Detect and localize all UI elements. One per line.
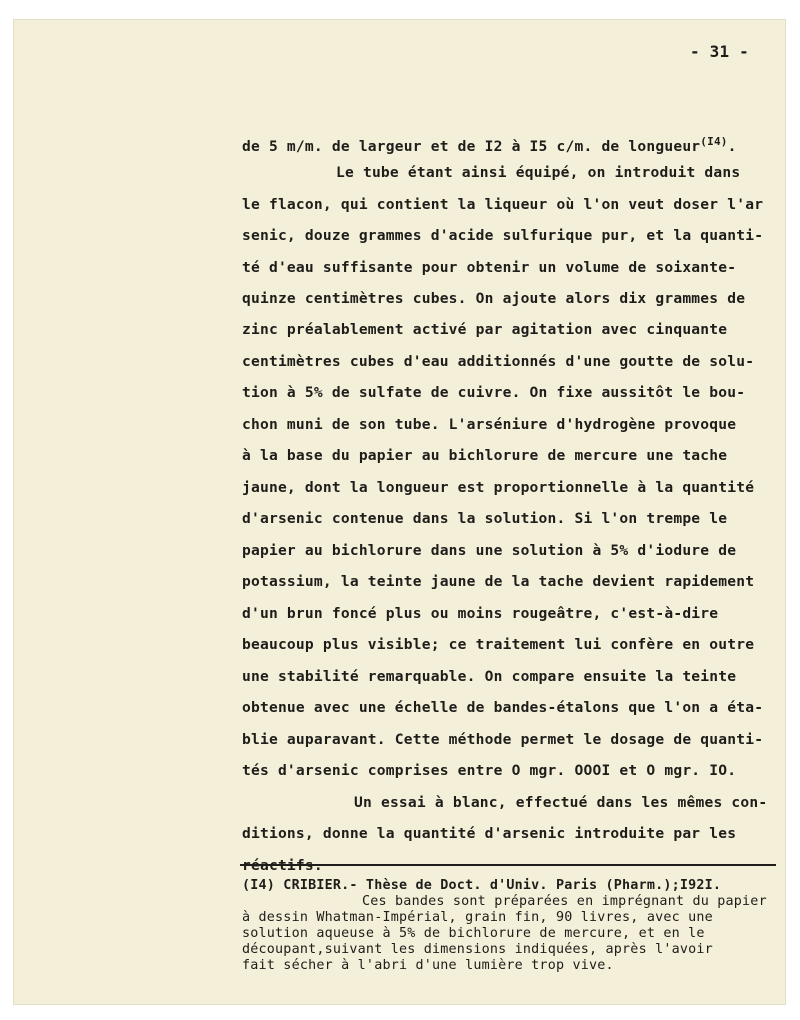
body-line: beaucoup plus visible; ce traitement lui confère en outre: [242, 636, 755, 653]
body-line: té d'eau suffisante pour obtenir un volume de soixante-: [242, 259, 737, 276]
body-line: ditions, donne la quantité d'arsenic introduite par les: [242, 825, 737, 842]
footnote-line: à dessin Whatman-Impérial, grain fin, 90 livres, avec une: [242, 910, 713, 925]
page-number: - 31 -: [690, 42, 749, 61]
body-line: d'un brun foncé plus ou moins rougeâtre, c'est-à-dire: [242, 605, 719, 622]
footnote-line: fait sécher à l'abri d'une lumière trop vive.: [242, 958, 614, 973]
body-line: à la base du papier au bichlorure de mercure une tache: [242, 447, 728, 464]
body-line: une stabilité remarquable. On compare ensuite la teinte: [242, 668, 737, 685]
body-line: obtenue avec une échelle de bandes-étalons que l'on a éta-: [242, 699, 764, 716]
body-line-text: de 5 m/m. de largeur et de I2 à I5 c/m. de longueur: [242, 138, 701, 155]
footnote-line: (I4) CRIBIER.- Thèse de Doct. d'Univ. Paris (Pharm.);I92I.: [242, 878, 722, 893]
body-line: senic, douze grammes d'acide sulfurique pur, et la quanti-: [242, 227, 764, 244]
footnote-divider: [240, 864, 776, 866]
footnote-line: Ces bandes sont préparées en imprégnant du papier: [362, 894, 767, 909]
body-line: papier au bichlorure dans une solution à 5% d'iodure de: [242, 542, 737, 559]
body-line: d'arsenic contenue dans la solution. Si l'on trempe le: [242, 510, 728, 527]
body-line: Le tube étant ainsi équipé, on introduit dans: [336, 164, 741, 181]
body-line: Un essai à blanc, effectué dans les mêmes con-: [354, 794, 768, 811]
footnote-line: solution aqueuse à 5% de bichlorure de mercure, et en le: [242, 926, 705, 941]
body-line: le flacon, qui contient la liqueur où l'on veut doser l'ar: [242, 196, 764, 213]
body-line: tés d'arsenic comprises entre O mgr. OOOI et O mgr. IO.: [242, 762, 737, 779]
body-line: zinc préalablement activé par agitation avec cinquante: [242, 321, 728, 338]
body-line: chon muni de son tube. L'arséniure d'hydrogène provoque: [242, 416, 737, 433]
footnote-line: découpant,suivant les dimensions indiquées, après l'avoir: [242, 942, 713, 957]
body-line: potassium, la teinte jaune de la tache devient rapidement: [242, 573, 755, 590]
body-line: jaune, dont la longueur est proportionnelle à la quantité: [242, 479, 755, 496]
body-line: [242, 132, 737, 157]
footnote-reference-suffix: .: [727, 138, 737, 155]
footnote-reference: (I4): [700, 135, 728, 148]
body-line: quinze centimètres cubes. On ajoute alors dix grammes de: [242, 290, 746, 307]
typed-page: [14, 20, 785, 1004]
body-line: [242, 856, 323, 876]
body-line: tion à 5% de sulfate de cuivre. On fixe aussitôt le bou-: [242, 384, 746, 401]
body-line: centimètres cubes d'eau additionnés d'une goutte de solu-: [242, 353, 755, 370]
body-line: blie auparavant. Cette méthode permet le dosage de quanti-: [242, 731, 764, 748]
